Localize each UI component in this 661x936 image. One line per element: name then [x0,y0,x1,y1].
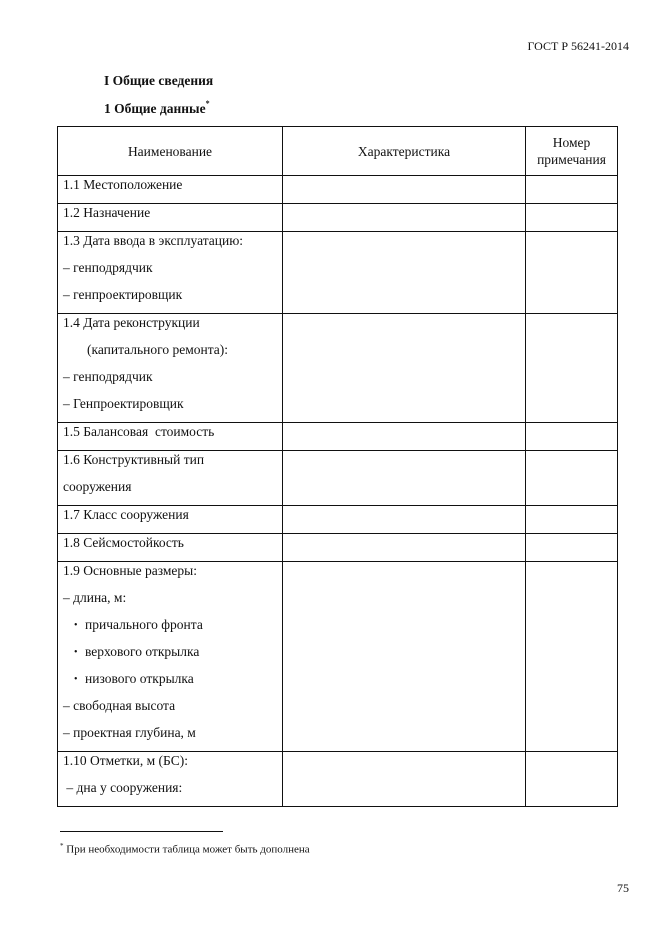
column-header-characteristic: Характеристика [283,127,526,176]
table-row [58,451,618,506]
bullet-icon [58,670,85,690]
bullet-icon [58,643,85,663]
footnote-mark: * [205,99,210,108]
column-header-name: Наименование [58,127,283,176]
table-row [58,506,618,534]
characteristic-cell [283,204,526,232]
note-cell [526,506,618,534]
characteristic-cell [283,534,526,562]
table-row [58,423,618,451]
row-label: 1.2 Назначение [58,204,283,232]
table-row [58,232,618,314]
table-row [58,314,618,423]
table-row [58,562,618,752]
table-row [58,204,618,232]
row-label: 1.1 Местоположение [58,176,283,204]
characteristic-cell [283,232,526,314]
note-cell [526,314,618,423]
row-label: 1.3 Дата ввода в эксплуатацию: – генподрядчик – генпроектировщик [58,232,283,314]
characteristic-cell [283,562,526,752]
characteristic-cell [283,752,526,807]
table-row [58,752,618,807]
note-cell [526,423,618,451]
section-title: I Общие сведения [104,73,214,88]
note-cell [526,562,618,752]
table-header-row [58,127,618,176]
note-cell [526,204,618,232]
bullet-icon [58,616,85,636]
row-label: 1.6 Конструктивный тип сооружения [58,451,283,506]
characteristic-cell [283,314,526,423]
characteristic-cell [283,176,526,204]
row-label: 1.4 Дата реконструкции (капитального ремонта): – генподрядчик – Генпроектировщик [58,314,283,423]
footnote: * При необходимости таблица может быть дополнена [60,842,310,856]
note-cell [526,451,618,506]
table-row [58,176,618,204]
row-label: 1.10 Отметки, м (БС): – дна у сооружения: [58,752,283,807]
note-cell [526,176,618,204]
characteristic-cell [283,451,526,506]
characteristic-cell [283,423,526,451]
subsection-title: 1 Общие данные* [104,99,210,116]
note-cell [526,534,618,562]
row-label: 1.9 Основные размеры: – длина, м: •причального фронта •верхового открылка •низового открылка – свободная высота – проектная глубина, м [58,562,283,752]
page-number: 75 [617,881,629,895]
general-data-table [57,126,618,807]
row-label: 1.8 Сейсмостойкость [58,534,283,562]
table-row [58,534,618,562]
note-cell [526,752,618,807]
column-header-note-number: Номер примечания [526,127,618,176]
footnote-divider [60,831,223,832]
note-cell [526,232,618,314]
characteristic-cell [283,506,526,534]
standard-code: ГОСТ Р 56241-2014 [527,39,629,53]
row-label: 1.5 Балансовая стоимость [58,423,283,451]
row-label: 1.7 Класс сооружения [58,506,283,534]
